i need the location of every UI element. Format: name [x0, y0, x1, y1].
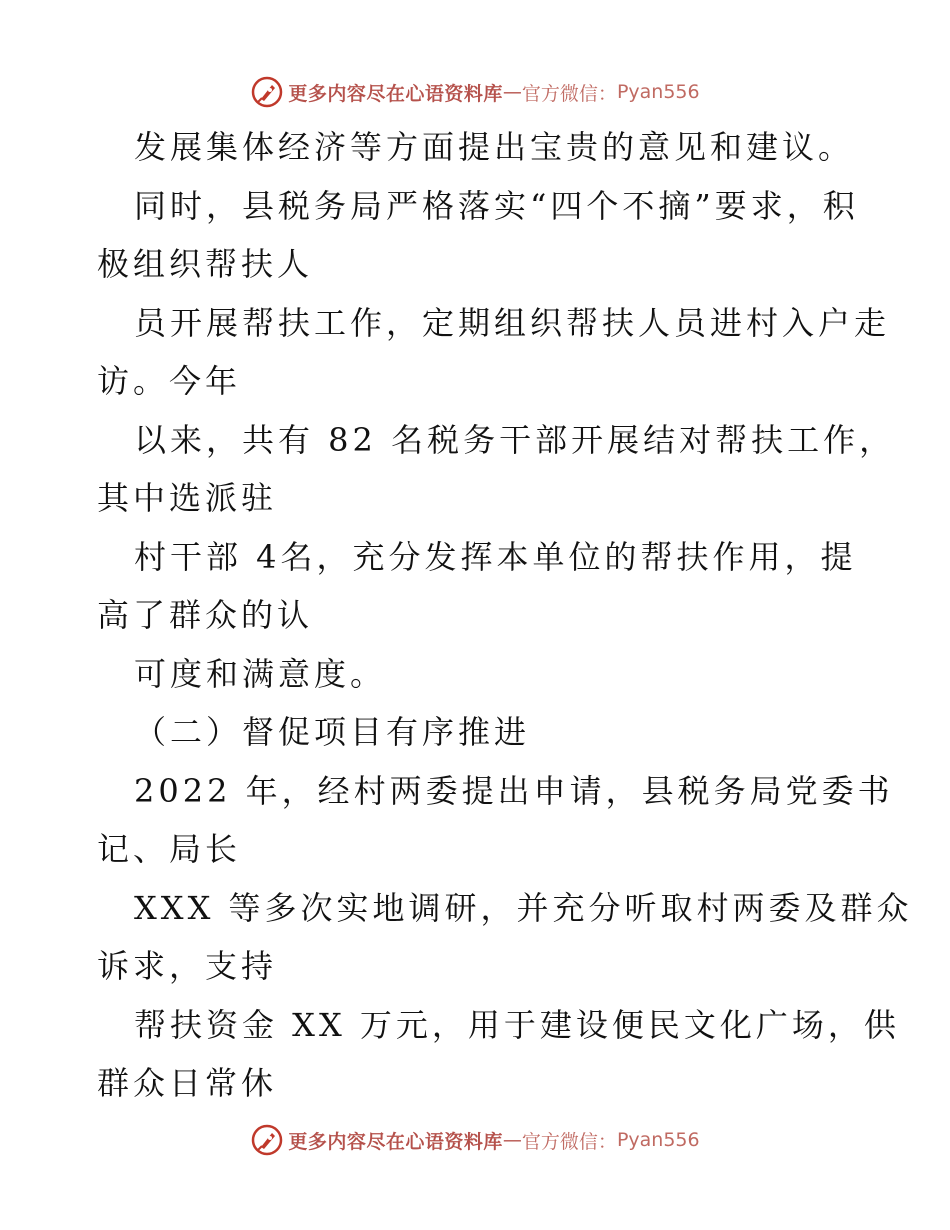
text-line: 同时，县税务局严格落实“四个不摘”要求，积 [134, 186, 859, 225]
text-line: 帮扶资金 XX 万元，用于建设便民文化广场，供 [134, 1005, 900, 1044]
text-line: 发展集体经济等方面提出宝贵的意见和建议。 [134, 128, 855, 166]
wechat-id: Pyan556 [616, 1129, 700, 1151]
footer-watermark [0, 1120, 950, 1160]
document-body [97, 118, 913, 1113]
text-line: 2022 年，经村两委提出申请，县税务局党委书 [134, 771, 894, 810]
text-line: 群众日常休 [97, 1064, 278, 1102]
text-line: 高了群众的认 [97, 596, 314, 634]
text-line: 诉求，支持 [97, 947, 278, 985]
text-line: 以来，共有 82 名税务干部开展结对帮扶工作， [134, 420, 896, 459]
text-line: 员开展帮扶工作，定期组织帮扶人员进村入户走 [134, 303, 891, 342]
site-name: 更多内容尽在心语资料库 [288, 1130, 503, 1153]
banner-dash: — [502, 1129, 522, 1151]
header-watermark [0, 72, 950, 112]
pen-nib-logo-icon [250, 1123, 284, 1157]
text-line: 极组织帮扶人 [97, 245, 314, 283]
wechat-id: Pyan556 [616, 81, 700, 103]
banner-dash: — [502, 81, 522, 103]
text-line: 访。今年 [97, 362, 242, 400]
text-line: 可度和满意度。 [134, 654, 387, 693]
text-line: 记、局长 [97, 830, 242, 868]
site-name: 更多内容尽在心语资料库 [288, 82, 503, 105]
wechat-label: 官方微信： [521, 82, 617, 105]
text-line: XXX 等多次实地调研，并充分听取村两委及群众 [134, 888, 913, 927]
pen-nib-logo-icon [250, 75, 284, 109]
wechat-label: 官方微信： [521, 1130, 617, 1153]
text-line: 村干部 4名，充分发挥本单位的帮扶作用，提 [134, 537, 857, 576]
section-heading: （二）督促项目有序推进 [134, 713, 531, 751]
text-line: 其中选派驻 [97, 479, 278, 517]
